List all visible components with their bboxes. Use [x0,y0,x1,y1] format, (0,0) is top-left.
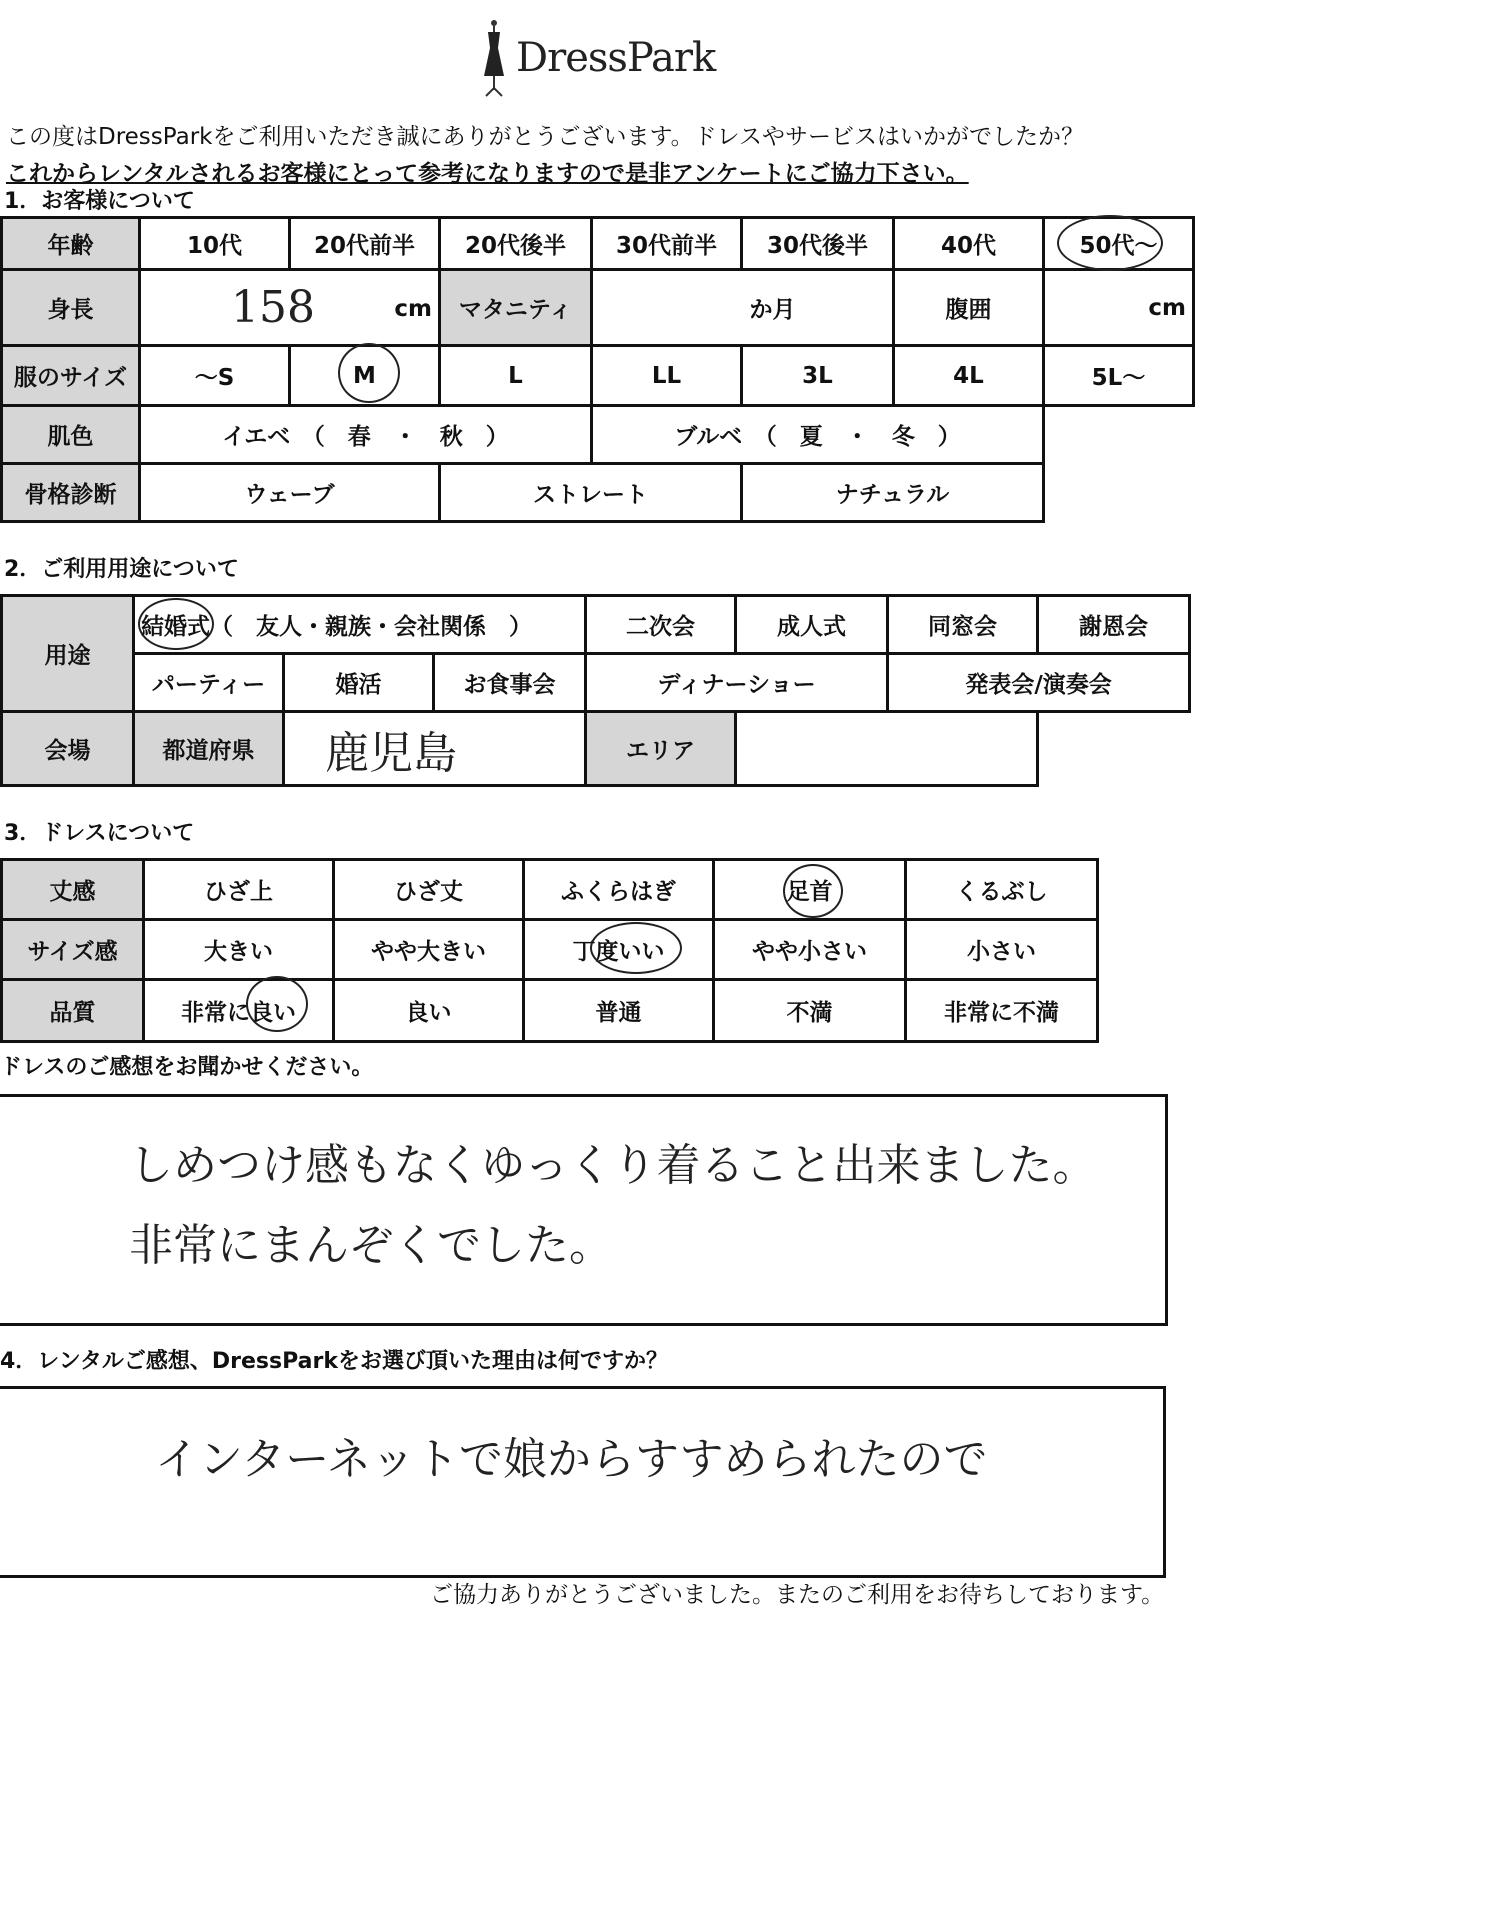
size-option[interactable]: L [440,346,592,406]
purpose-option[interactable]: ディナーショー [586,654,888,712]
maternity-label: マタニティ [440,270,592,346]
prefecture-value: 鹿児島 [325,727,457,779]
purpose-label: 用途 [2,596,134,712]
intro-request: これからレンタルされるお客様にとって参考になりますので是非アンケートにご協力下さい。 [6,161,969,187]
purpose-option[interactable]: 謝恩会 [1038,596,1190,654]
prefecture-label: 都道府県 [134,712,284,786]
age-label: 年齢 [2,218,140,270]
length-option[interactable]: ひざ丈 [334,860,524,920]
prefecture-field[interactable] [284,712,586,786]
length-label: 丈感 [2,860,144,920]
frame-option[interactable]: ナチュラル [742,464,1044,522]
age-option[interactable]: 40代 [894,218,1044,270]
length-option[interactable]: ふくらはぎ [524,860,714,920]
length-option[interactable]: ひざ上 [144,860,334,920]
purpose-option[interactable]: 成人式 [736,596,888,654]
closing-message: ご協力ありがとうございました。またのご利用をお待ちしております。 [430,1582,1165,1608]
quality-option[interactable]: 不満 [714,980,906,1042]
frame-row [2,464,1194,522]
quality-row [2,980,1098,1042]
quality-option[interactable]: 普通 [524,980,714,1042]
dress-form-icon [480,18,508,98]
purpose-option[interactable]: お食事会 [434,654,586,712]
fit-option-selected[interactable]: 丁度いい [524,920,714,980]
rental-comment-text: インターネットで娘からすすめられたので [155,1434,988,1485]
frame-option[interactable]: ストレート [440,464,742,522]
size-option[interactable]: LL [592,346,742,406]
purpose-table [0,594,1191,787]
rental-comment-box[interactable] [0,1386,1166,1578]
venue-label: 会場 [2,712,134,786]
waist-label: 腹囲 [894,270,1044,346]
age-option[interactable]: 10代 [140,218,290,270]
purpose-row-1 [2,596,1190,654]
length-option[interactable]: くるぶし [906,860,1098,920]
dress-comment-line-1: しめつけ感もなくゆっくり着ること出来ました。 [129,1140,1097,1191]
purpose-row-2 [2,654,1190,712]
purpose-option[interactable]: パーティー [134,654,284,712]
waist-unit: cm [1148,294,1186,321]
fit-option[interactable]: やや小さい [714,920,906,980]
height-row [2,270,1194,346]
dress-table [0,858,1099,1043]
height-label: 身長 [2,270,140,346]
maternity-field[interactable] [592,270,894,346]
venue-row [2,712,1190,786]
skin-option-yellow[interactable]: イエベ （ 春 ・ 秋 ） [140,406,592,464]
size-label: 服のサイズ [2,346,140,406]
fit-option[interactable]: 小さい [906,920,1098,980]
age-option-selected[interactable]: 50代～ [1044,218,1194,270]
customer-table [0,216,1195,523]
purpose-option[interactable]: 二次会 [586,596,736,654]
quality-option[interactable]: 非常に不満 [906,980,1098,1042]
brand-name: DressPark [516,35,716,81]
section2-title: 2．ご利用用途について [4,557,239,582]
brand-logo [480,18,715,98]
height-unit: cm [394,296,432,322]
area-label: エリア [586,712,736,786]
section3-title: 3．ドレスについて [4,821,195,846]
skin-row [2,406,1194,464]
maternity-unit: か月 [749,297,796,323]
waist-field[interactable] [1044,270,1194,346]
section4-title: 4．レンタルご感想、DressParkをお選び頂いた理由は何ですか？ [0,1349,668,1374]
size-row [2,346,1194,406]
area-field[interactable] [736,712,1038,786]
dress-comment-box[interactable] [0,1094,1168,1326]
frame-label: 骨格診断 [2,464,140,522]
quality-option-selected[interactable]: 非常に良い [144,980,334,1042]
skin-option-blue[interactable]: ブルベ （ 夏 ・ 冬 ） [592,406,1044,464]
size-option[interactable]: 4L [894,346,1044,406]
height-field[interactable] [140,270,440,346]
fit-option[interactable]: やや大きい [334,920,524,980]
length-row [2,860,1098,920]
purpose-option[interactable]: 婚活 [284,654,434,712]
dress-comment-prompt: ドレスのご感想をお聞かせください。 [0,1055,374,1080]
size-option[interactable]: ～S [140,346,290,406]
quality-label: 品質 [2,980,144,1042]
fit-label: サイズ感 [2,920,144,980]
length-option-selected[interactable]: 足首 [714,860,906,920]
intro-text: この度はDressParkをご利用いただき誠にありがとうございます。ドレスやサービスはいかがでしたか？ [6,124,1084,150]
height-value: 158 [231,282,315,333]
purpose-option[interactable]: 発表会/演奏会 [888,654,1190,712]
purpose-wedding[interactable]: 結婚式（ 友人・親族・会社関係 ） [134,596,586,654]
fit-row [2,920,1098,980]
size-option[interactable]: 5L～ [1044,346,1194,406]
dress-comment-line-2: 非常にまんぞくでした。 [129,1220,613,1271]
age-option[interactable]: 30代前半 [592,218,742,270]
size-option[interactable]: 3L [742,346,894,406]
size-option-selected[interactable]: M [290,346,440,406]
age-row [2,218,1194,270]
age-option[interactable]: 30代後半 [742,218,894,270]
frame-option[interactable]: ウェーブ [140,464,440,522]
fit-option[interactable]: 大きい [144,920,334,980]
purpose-option[interactable]: 同窓会 [888,596,1038,654]
age-option[interactable]: 20代後半 [440,218,592,270]
section1-title: 1．お客様について [4,189,195,214]
skin-label: 肌色 [2,406,140,464]
quality-option[interactable]: 良い [334,980,524,1042]
age-option[interactable]: 20代前半 [290,218,440,270]
